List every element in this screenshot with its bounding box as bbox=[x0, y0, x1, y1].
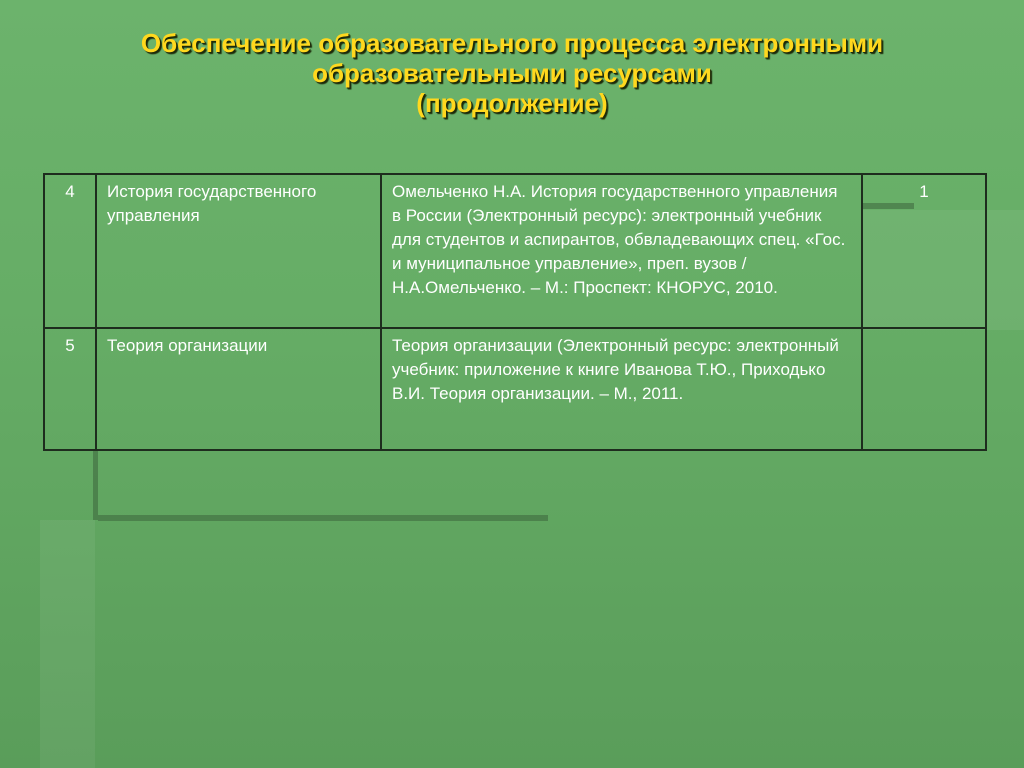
resource-cell: Теория организации (Электронный ресурс: электронный учебник: приложение к книге Иванова Т.Ю., Приходько В.И. Теория организации. – М., 2011. bbox=[381, 328, 862, 450]
row-number: 5 bbox=[44, 328, 96, 450]
decor-bar-horizontal bbox=[98, 515, 548, 521]
quantity-cell bbox=[862, 328, 986, 450]
title-line-2: образовательными ресурсами bbox=[312, 58, 712, 88]
resource-cell: Омельченко Н.А. История государственного управления в России (Электронный ресурс): электронный учебник для студентов и аспирантов, обвладевающих спец. «Гос. и муниципальное управление», преп. вузов / Н.А.Омельченко. – М.: Проспект: КНОРУС, 2010. bbox=[381, 174, 862, 328]
table-row bbox=[44, 328, 986, 450]
discipline-cell: Теория организации bbox=[96, 328, 381, 450]
title-line-3: (продолжение) bbox=[416, 88, 608, 118]
discipline-cell: История государственного управления bbox=[96, 174, 381, 328]
row-number: 4 bbox=[44, 174, 96, 328]
decor-band-left bbox=[40, 520, 95, 768]
quantity-cell: 1 bbox=[862, 174, 986, 328]
slide-title bbox=[60, 28, 964, 118]
decor-bar-vertical bbox=[93, 450, 98, 520]
resources-table bbox=[43, 173, 987, 451]
table-row bbox=[44, 174, 986, 328]
title-line-1: Обеспечение образовательного процесса электронными bbox=[140, 28, 884, 58]
